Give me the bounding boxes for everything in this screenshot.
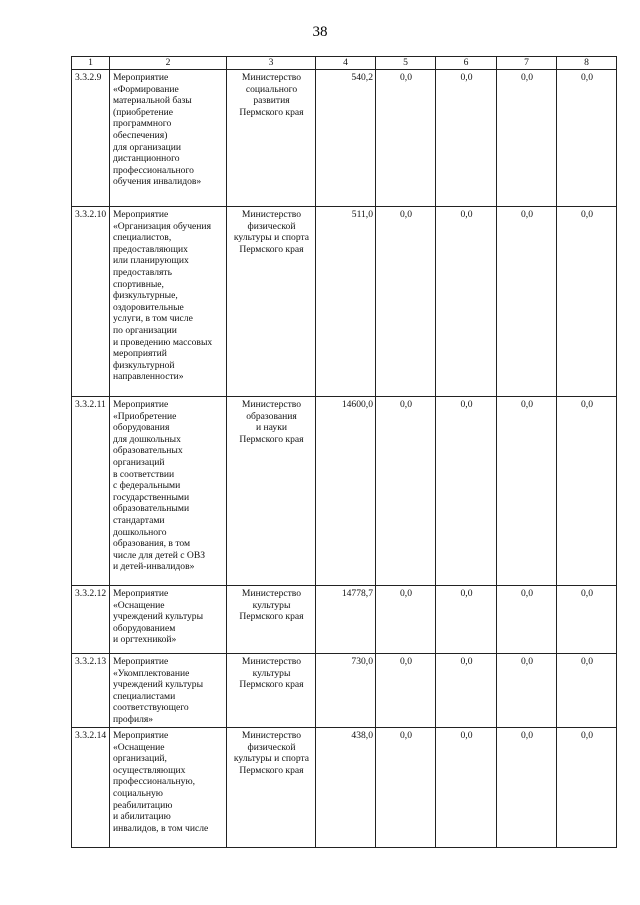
activity-name: Мероприятие «Укомплектование учреждений культуры специалистами соответствующего профиля» [110, 654, 227, 728]
column-number-row [72, 57, 617, 70]
activity-value: 0,0 [497, 728, 557, 848]
activity-value: 0,0 [497, 70, 557, 207]
activity-total: 14778,7 [316, 586, 376, 654]
activity-number: 3.3.2.13 [72, 654, 110, 728]
table-row [72, 207, 617, 397]
activity-value: 0,0 [376, 397, 436, 586]
activity-value: 0,0 [436, 586, 497, 654]
activity-value: 0,0 [436, 728, 497, 848]
column-header: 8 [557, 57, 617, 70]
activity-value: 0,0 [376, 207, 436, 397]
column-header: 6 [436, 57, 497, 70]
activity-value: 0,0 [376, 70, 436, 207]
column-header: 2 [110, 57, 227, 70]
table-row [72, 70, 617, 207]
activity-total: 511,0 [316, 207, 376, 397]
activity-value: 0,0 [376, 586, 436, 654]
column-header: 7 [497, 57, 557, 70]
activity-total: 540,2 [316, 70, 376, 207]
activity-total: 14600,0 [316, 397, 376, 586]
activity-value: 0,0 [497, 586, 557, 654]
column-header: 1 [72, 57, 110, 70]
table-row [72, 397, 617, 586]
activity-value: 0,0 [436, 207, 497, 397]
activity-value: 0,0 [557, 207, 617, 397]
activity-value: 0,0 [376, 728, 436, 848]
activity-value: 0,0 [557, 728, 617, 848]
program-activities-table [71, 56, 617, 848]
activity-number: 3.3.2.10 [72, 207, 110, 397]
activity-value: 0,0 [436, 397, 497, 586]
activity-executor: Министерство культуры Пермского края [227, 586, 316, 654]
activity-executor: Министерство физической культуры и спорта Пермского края [227, 728, 316, 848]
activity-value: 0,0 [497, 654, 557, 728]
column-header: 5 [376, 57, 436, 70]
page-number: 38 [312, 24, 328, 40]
table-row [72, 728, 617, 848]
column-header: 3 [227, 57, 316, 70]
activity-value: 0,0 [557, 654, 617, 728]
activity-number: 3.3.2.14 [72, 728, 110, 848]
activity-name: Мероприятие «Формирование материальной базы (приобретение программного обеспечения) для организации дистанционного профессионального обучения инвалидов» [110, 70, 227, 207]
activity-executor: Министерство образования и науки Пермского края [227, 397, 316, 586]
activity-number: 3.3.2.9 [72, 70, 110, 207]
activity-value: 0,0 [436, 70, 497, 207]
activity-executor: Министерство культуры Пермского края [227, 654, 316, 728]
activity-value: 0,0 [436, 654, 497, 728]
activity-name: Мероприятие «Приобретение оборудования для дошкольных образовательных организаций в соответствии с федеральными государственными образовательными стандартами дошкольного образования, в том числе для детей с ОВЗ и детей-инвалидов» [110, 397, 227, 586]
activity-number: 3.3.2.12 [72, 586, 110, 654]
activity-executor: Министерство физической культуры и спорта Пермского края [227, 207, 316, 397]
column-header: 4 [316, 57, 376, 70]
activity-name: Мероприятие «Оснащение учреждений культуры оборудованием и оргтехникой» [110, 586, 227, 654]
activity-value: 0,0 [497, 207, 557, 397]
activity-name: Мероприятие «Организация обучения специалистов, предоставляющих или планирующих предоставлять спортивные, физкультурные, оздоровительные услуги, в том числе по организации и проведению массовых мероприятий физкультурной направленности» [110, 207, 227, 397]
activity-value: 0,0 [376, 654, 436, 728]
activity-value: 0,0 [557, 397, 617, 586]
activity-total: 730,0 [316, 654, 376, 728]
activity-value: 0,0 [557, 586, 617, 654]
activity-value: 0,0 [557, 70, 617, 207]
table-row [72, 654, 617, 728]
activity-executor: Министерство социального развития Пермского края [227, 70, 316, 207]
activity-total: 438,0 [316, 728, 376, 848]
activity-value: 0,0 [497, 397, 557, 586]
activity-number: 3.3.2.11 [72, 397, 110, 586]
table-row [72, 586, 617, 654]
activity-name: Мероприятие «Оснащение организаций, осуществляющих профессиональную, социальную реабилитацию и абилитацию инвалидов, в том числе [110, 728, 227, 848]
